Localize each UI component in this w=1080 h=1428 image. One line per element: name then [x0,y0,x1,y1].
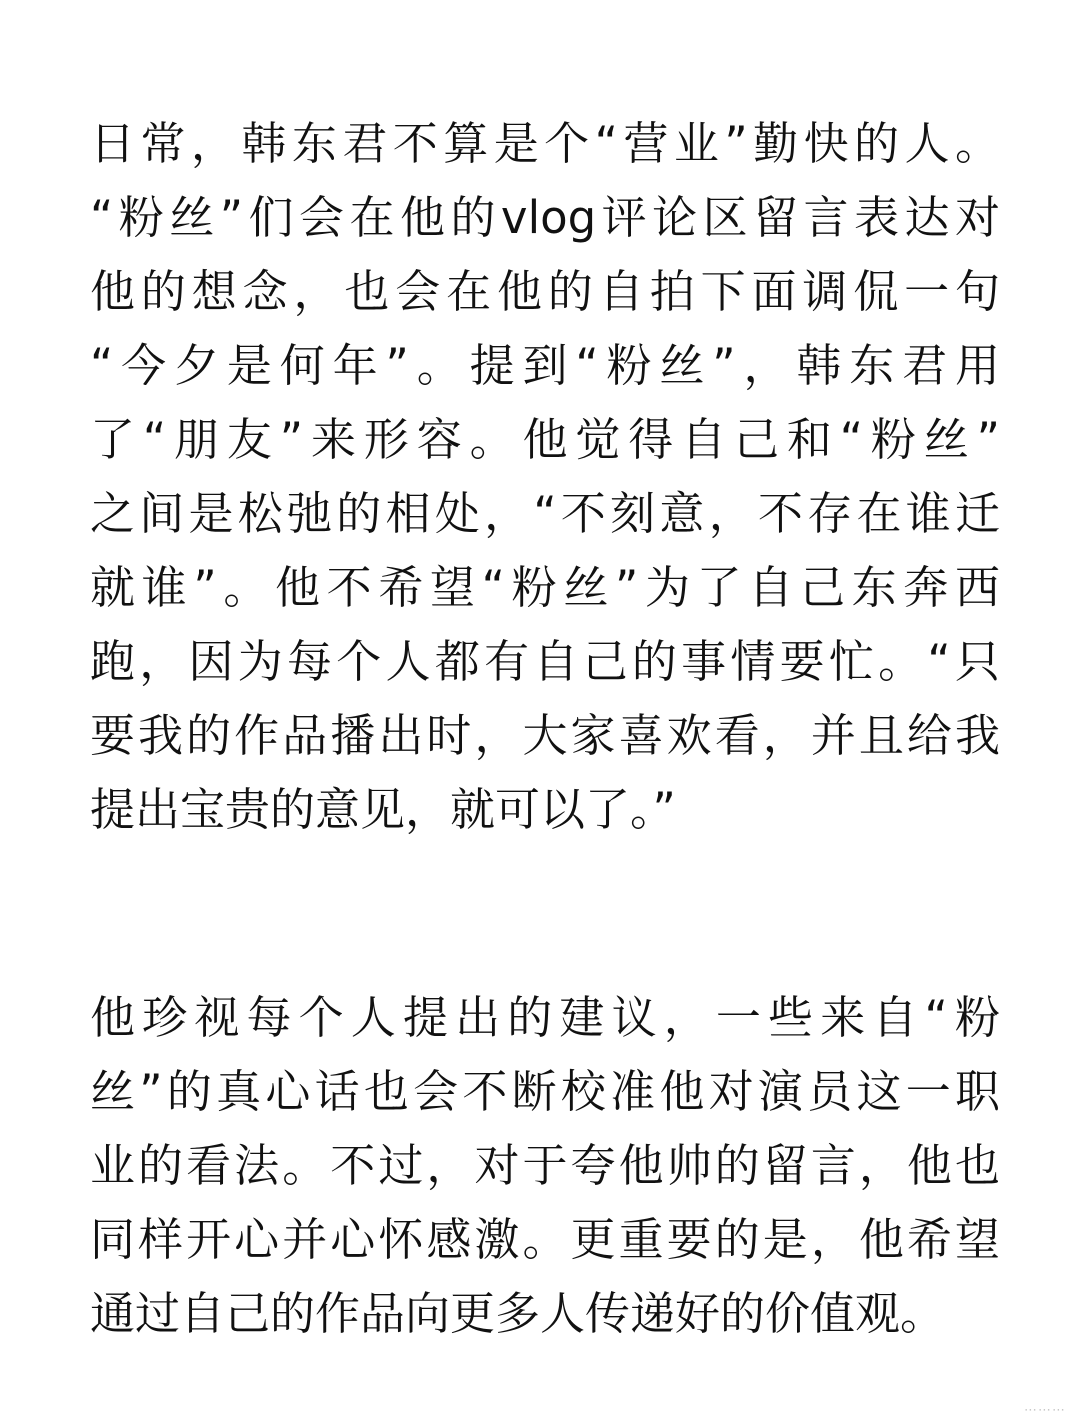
paragraph-1-line-3: 他的想念，也会在他的自拍下面调侃一句 [90,265,1000,318]
watermark: ⋯⋯⋯ [1024,1403,1066,1418]
paragraph-2-line-4: 同样开心并心怀感激。更重要的是，他希望 [90,1213,1000,1266]
paragraph-1-line-10: 提出宝贵的意见，就可以了。” [90,783,676,836]
paragraph-1-line-9: 要我的作品播出时，大家喜欢看，并且给我 [90,709,1000,762]
paragraph-1-line-1: 日常，韩东君不算是个“营业”勤快的人。 [90,117,1000,170]
paragraph-1 [90,114,1000,854]
paragraph-1-line-7: 就谁”。他不希望“粉丝”为了自己东奔西 [90,561,1000,614]
paragraph-1-line-4: “今夕是何年”。提到“粉丝”，韩东君用 [90,339,1000,392]
paragraph-2-line-5: 通过自己的作品向更多人传递好的价值观。 [90,1287,946,1340]
paragraph-2 [90,988,1000,1358]
paragraph-2-line-1: 他珍视每个人提出的建议，一些来自“粉 [90,991,1000,1044]
paragraph-1-line-2: “粉丝”们会在他的vlog评论区留言表达对 [90,191,1000,244]
paragraph-1-line-8: 跑，因为每个人都有自己的事情要忙。“只 [90,635,1000,688]
paragraph-1-line-5: 了“朋友”来形容。他觉得自己和“粉丝” [90,413,1000,466]
paragraph-2-line-2: 丝”的真心话也会不断校准他对演员这一职 [90,1065,1000,1118]
paragraph-1-line-6: 之间是松弛的相处，“不刻意，不存在谁迁 [90,487,1000,540]
paragraph-2-line-3: 业的看法。不过，对于夸他帅的留言，他也 [90,1139,1000,1192]
